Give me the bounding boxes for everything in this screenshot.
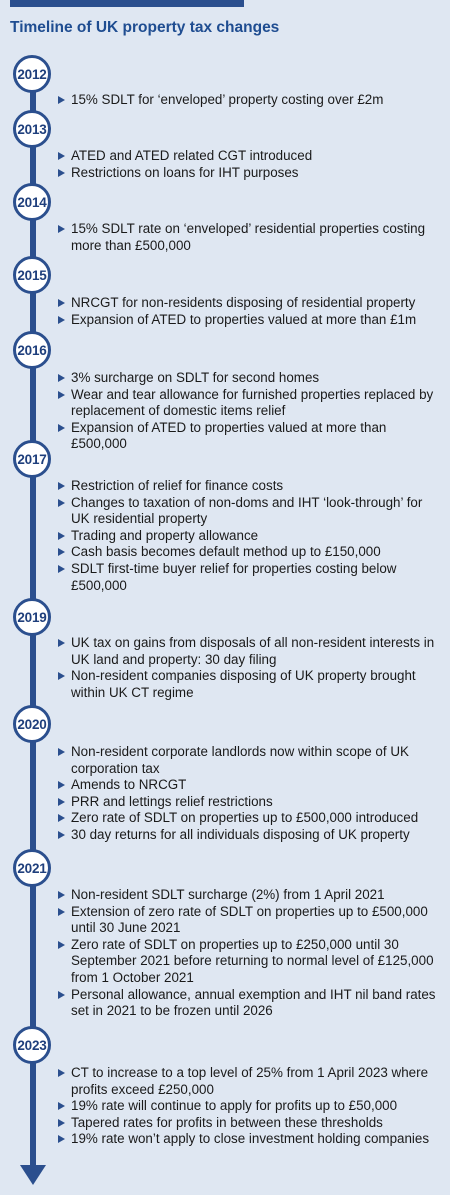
list-item: Extension of zero rate of SDLT on properties up to £500,000 until 30 June 2021 <box>57 904 442 937</box>
triangle-bullet-icon <box>58 548 65 556</box>
list-item: Cash basis becomes default method up to £150,000 <box>57 544 442 561</box>
triangle-bullet-icon <box>58 1069 65 1077</box>
triangle-bullet-icon <box>58 798 65 806</box>
year-marker-2013 <box>13 110 51 148</box>
triangle-bullet-icon <box>58 1102 65 1110</box>
year-items-2017 <box>57 478 442 594</box>
triangle-bullet-icon <box>58 374 65 382</box>
list-item: Changes to taxation of non-doms and IHT ‘look-through’ for UK residential property <box>57 495 442 528</box>
year-items-2013 <box>57 148 442 181</box>
year-label: 2012 <box>17 66 47 82</box>
triangle-bullet-icon <box>58 941 65 949</box>
year-marker-2012 <box>13 55 51 93</box>
triangle-bullet-icon <box>58 1135 65 1143</box>
list-item: Zero rate of SDLT on properties up to £500,000 introduced <box>57 810 442 827</box>
year-label: 2015 <box>17 267 47 283</box>
triangle-bullet-icon <box>58 781 65 789</box>
triangle-bullet-icon <box>58 391 65 399</box>
year-marker-2016 <box>13 331 51 369</box>
list-item: 15% SDLT for ‘enveloped’ property costing over £2m <box>57 92 442 109</box>
list-item: Non-resident corporate landlords now within scope of UK corporation tax <box>57 744 442 777</box>
list-item: Zero rate of SDLT on properties up to £250,000 until 30 September 2021 before returning to normal level of £125,000 from 1 October 2021 <box>57 937 442 987</box>
year-items-2023 <box>57 1065 442 1148</box>
year-marker-2017 <box>13 440 51 478</box>
year-label: 2020 <box>17 716 47 732</box>
list-item: PRR and lettings relief restrictions <box>57 794 442 811</box>
list-item: UK tax on gains from disposals of all non-resident interests in UK land and property: 30 day filing <box>57 635 442 668</box>
triangle-bullet-icon <box>58 908 65 916</box>
list-item: Non-resident companies disposing of UK property brought within UK CT regime <box>57 668 442 701</box>
triangle-bullet-icon <box>58 499 65 507</box>
triangle-bullet-icon <box>58 225 65 233</box>
triangle-bullet-icon <box>58 891 65 899</box>
triangle-bullet-icon <box>58 316 65 324</box>
triangle-bullet-icon <box>58 1119 65 1127</box>
triangle-bullet-icon <box>58 152 65 160</box>
year-label: 2019 <box>17 609 47 625</box>
year-label: 2013 <box>17 121 47 137</box>
year-marker-2023 <box>13 1026 51 1064</box>
list-item: Trading and property allowance <box>57 528 442 545</box>
triangle-bullet-icon <box>58 672 65 680</box>
triangle-bullet-icon <box>58 482 65 490</box>
year-marker-2021 <box>13 849 51 887</box>
triangle-bullet-icon <box>58 831 65 839</box>
year-items-2021 <box>57 887 442 1020</box>
triangle-bullet-icon <box>58 565 65 573</box>
year-label: 2021 <box>17 860 47 876</box>
year-items-2014 <box>57 221 442 254</box>
list-item: Restrictions on loans for IHT purposes <box>57 165 442 182</box>
year-marker-2020 <box>13 705 51 743</box>
triangle-bullet-icon <box>58 532 65 540</box>
triangle-bullet-icon <box>58 814 65 822</box>
list-item: 30 day returns for all individuals disposing of UK property <box>57 827 442 844</box>
year-marker-2019 <box>13 598 51 636</box>
list-item: 19% rate will continue to apply for profits up to £50,000 <box>57 1098 442 1115</box>
list-item: Personal allowance, annual exemption and IHT nil band rates set in 2021 to be frozen until 2026 <box>57 987 442 1020</box>
list-item: Restriction of relief for finance costs <box>57 478 442 495</box>
year-marker-2015 <box>13 256 51 294</box>
triangle-bullet-icon <box>58 299 65 307</box>
year-marker-2014 <box>13 183 51 221</box>
year-items-2020 <box>57 744 442 844</box>
triangle-bullet-icon <box>58 748 65 756</box>
list-item: 3% surcharge on SDLT for second homes <box>57 370 442 387</box>
list-item: Expansion of ATED to properties valued at more than £500,000 <box>57 420 442 453</box>
year-items-2015 <box>57 295 442 328</box>
year-label: 2014 <box>17 194 47 210</box>
year-items-2012 <box>57 92 442 109</box>
triangle-bullet-icon <box>58 639 65 647</box>
list-item: 19% rate won’t apply to close investment holding companies <box>57 1131 442 1148</box>
year-label: 2017 <box>17 451 47 467</box>
list-item: Expansion of ATED to properties valued at more than £1m <box>57 312 442 329</box>
list-item: NRCGT for non-residents disposing of residential property <box>57 295 442 312</box>
list-item: CT to increase to a top level of 25% from 1 April 2023 where profits exceed £250,000 <box>57 1065 442 1098</box>
timeline-arrow-icon <box>20 1165 46 1185</box>
list-item: Amends to NRCGT <box>57 777 442 794</box>
year-items-2016 <box>57 370 442 453</box>
list-item: Non-resident SDLT surcharge (2%) from 1 April 2021 <box>57 887 442 904</box>
list-item: Wear and tear allowance for furnished properties replaced by replacement of domestic items relief <box>57 387 442 420</box>
triangle-bullet-icon <box>58 424 65 432</box>
year-label: 2016 <box>17 342 47 358</box>
page-title: Timeline of UK property tax changes <box>10 19 280 36</box>
year-items-2019 <box>57 635 442 701</box>
triangle-bullet-icon <box>58 991 65 999</box>
triangle-bullet-icon <box>58 169 65 177</box>
list-item: 15% SDLT rate on ‘enveloped’ residential properties costing more than £500,000 <box>57 221 442 254</box>
list-item: Tapered rates for profits in between these thresholds <box>57 1115 442 1132</box>
triangle-bullet-icon <box>58 96 65 104</box>
list-item: SDLT first-time buyer relief for properties costing below £500,000 <box>57 561 442 594</box>
year-label: 2023 <box>17 1037 47 1053</box>
list-item: ATED and ATED related CGT introduced <box>57 148 442 165</box>
